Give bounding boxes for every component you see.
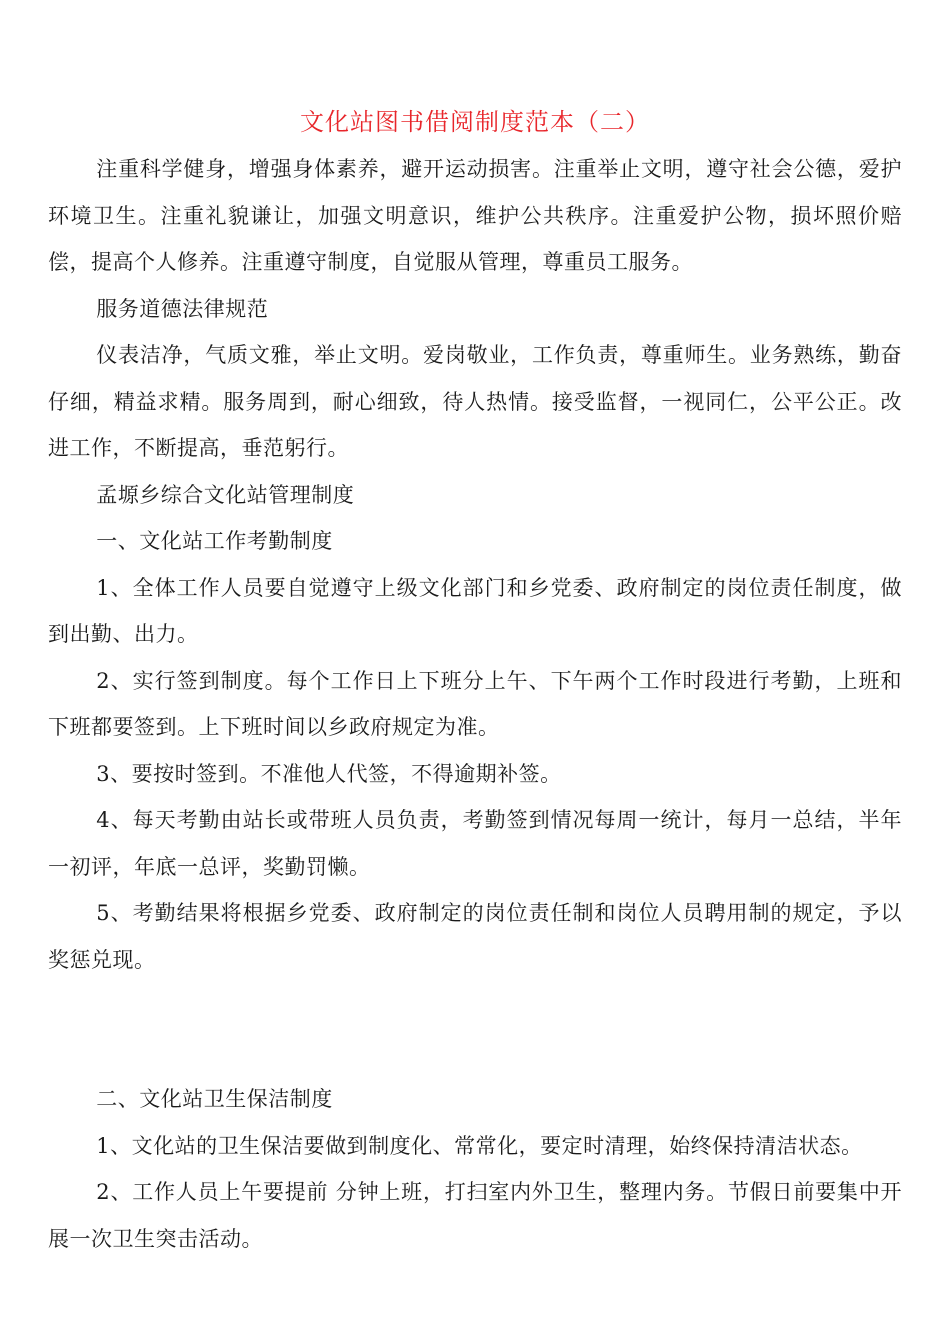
document-title: 文化站图书借阅制度范本（二） [300, 108, 650, 136]
section-spacer [48, 983, 902, 1076]
paragraph: 仪表洁净，气质文雅，举止文明。爱岗敬业，工作负责，尊重师生。业务熟练，勤奋仔细，精益求精。服务周到，耐心细致，待人热情。接受监督，一视同仁，公平公正。改进工作，不断提高，垂范躬行。 [48, 343, 902, 460]
section-heading: 二、文化站卫生保洁制度 [96, 1087, 333, 1111]
paragraph: 2、实行签到制度。每个工作日上下班分上午、下午两个工作时段进行考勤，上班和下班都要签到。上下班时间以乡政府规定为准。 [48, 668, 902, 739]
paragraph: 3、要按时签到。不准他人代签，不得逾期补签。 [96, 761, 562, 786]
paragraph: 4、每天考勤由站长或带班人员负责，考勤签到情况每周一统计，每月一总结，半年一初评，年底一总评，奖勤罚懒。 [48, 808, 902, 879]
document-page [48, 100, 902, 1262]
paragraph: 1、全体工作人员要自觉遵守上级文化部门和乡党委、政府制定的岗位责任制度，做到出勤、出力。 [48, 575, 902, 646]
paragraph: 2、工作人员上午要提前 分钟上班，打扫室内外卫生，整理内务。节假日前要集中开展一次卫生突击活动。 [48, 1180, 902, 1251]
paragraph: 1、文化站的卫生保洁要做到制度化、常常化，要定时清理，始终保持清洁状态。 [96, 1133, 863, 1158]
section-heading: 一、文化站工作考勤制度 [96, 529, 333, 553]
paragraph: 5、考勤结果将根据乡党委、政府制定的岗位责任制和岗位人员聘用制的规定，予以奖惩兑现。 [48, 901, 902, 972]
paragraph: 注重科学健身，增强身体素养，避开运动损害。注重举止文明，遵守社会公德，爱护环境卫生。注重礼貌谦让，加强文明意识，维护公共秩序。注重爱护公物，损坏照价赔偿，提高个人修养。注重遵守制度，自觉服从管理，尊重员工服务。 [48, 157, 902, 274]
section-heading: 孟塬乡综合文化站管理制度 [96, 482, 355, 507]
section-heading: 服务道德法律规范 [96, 296, 269, 321]
